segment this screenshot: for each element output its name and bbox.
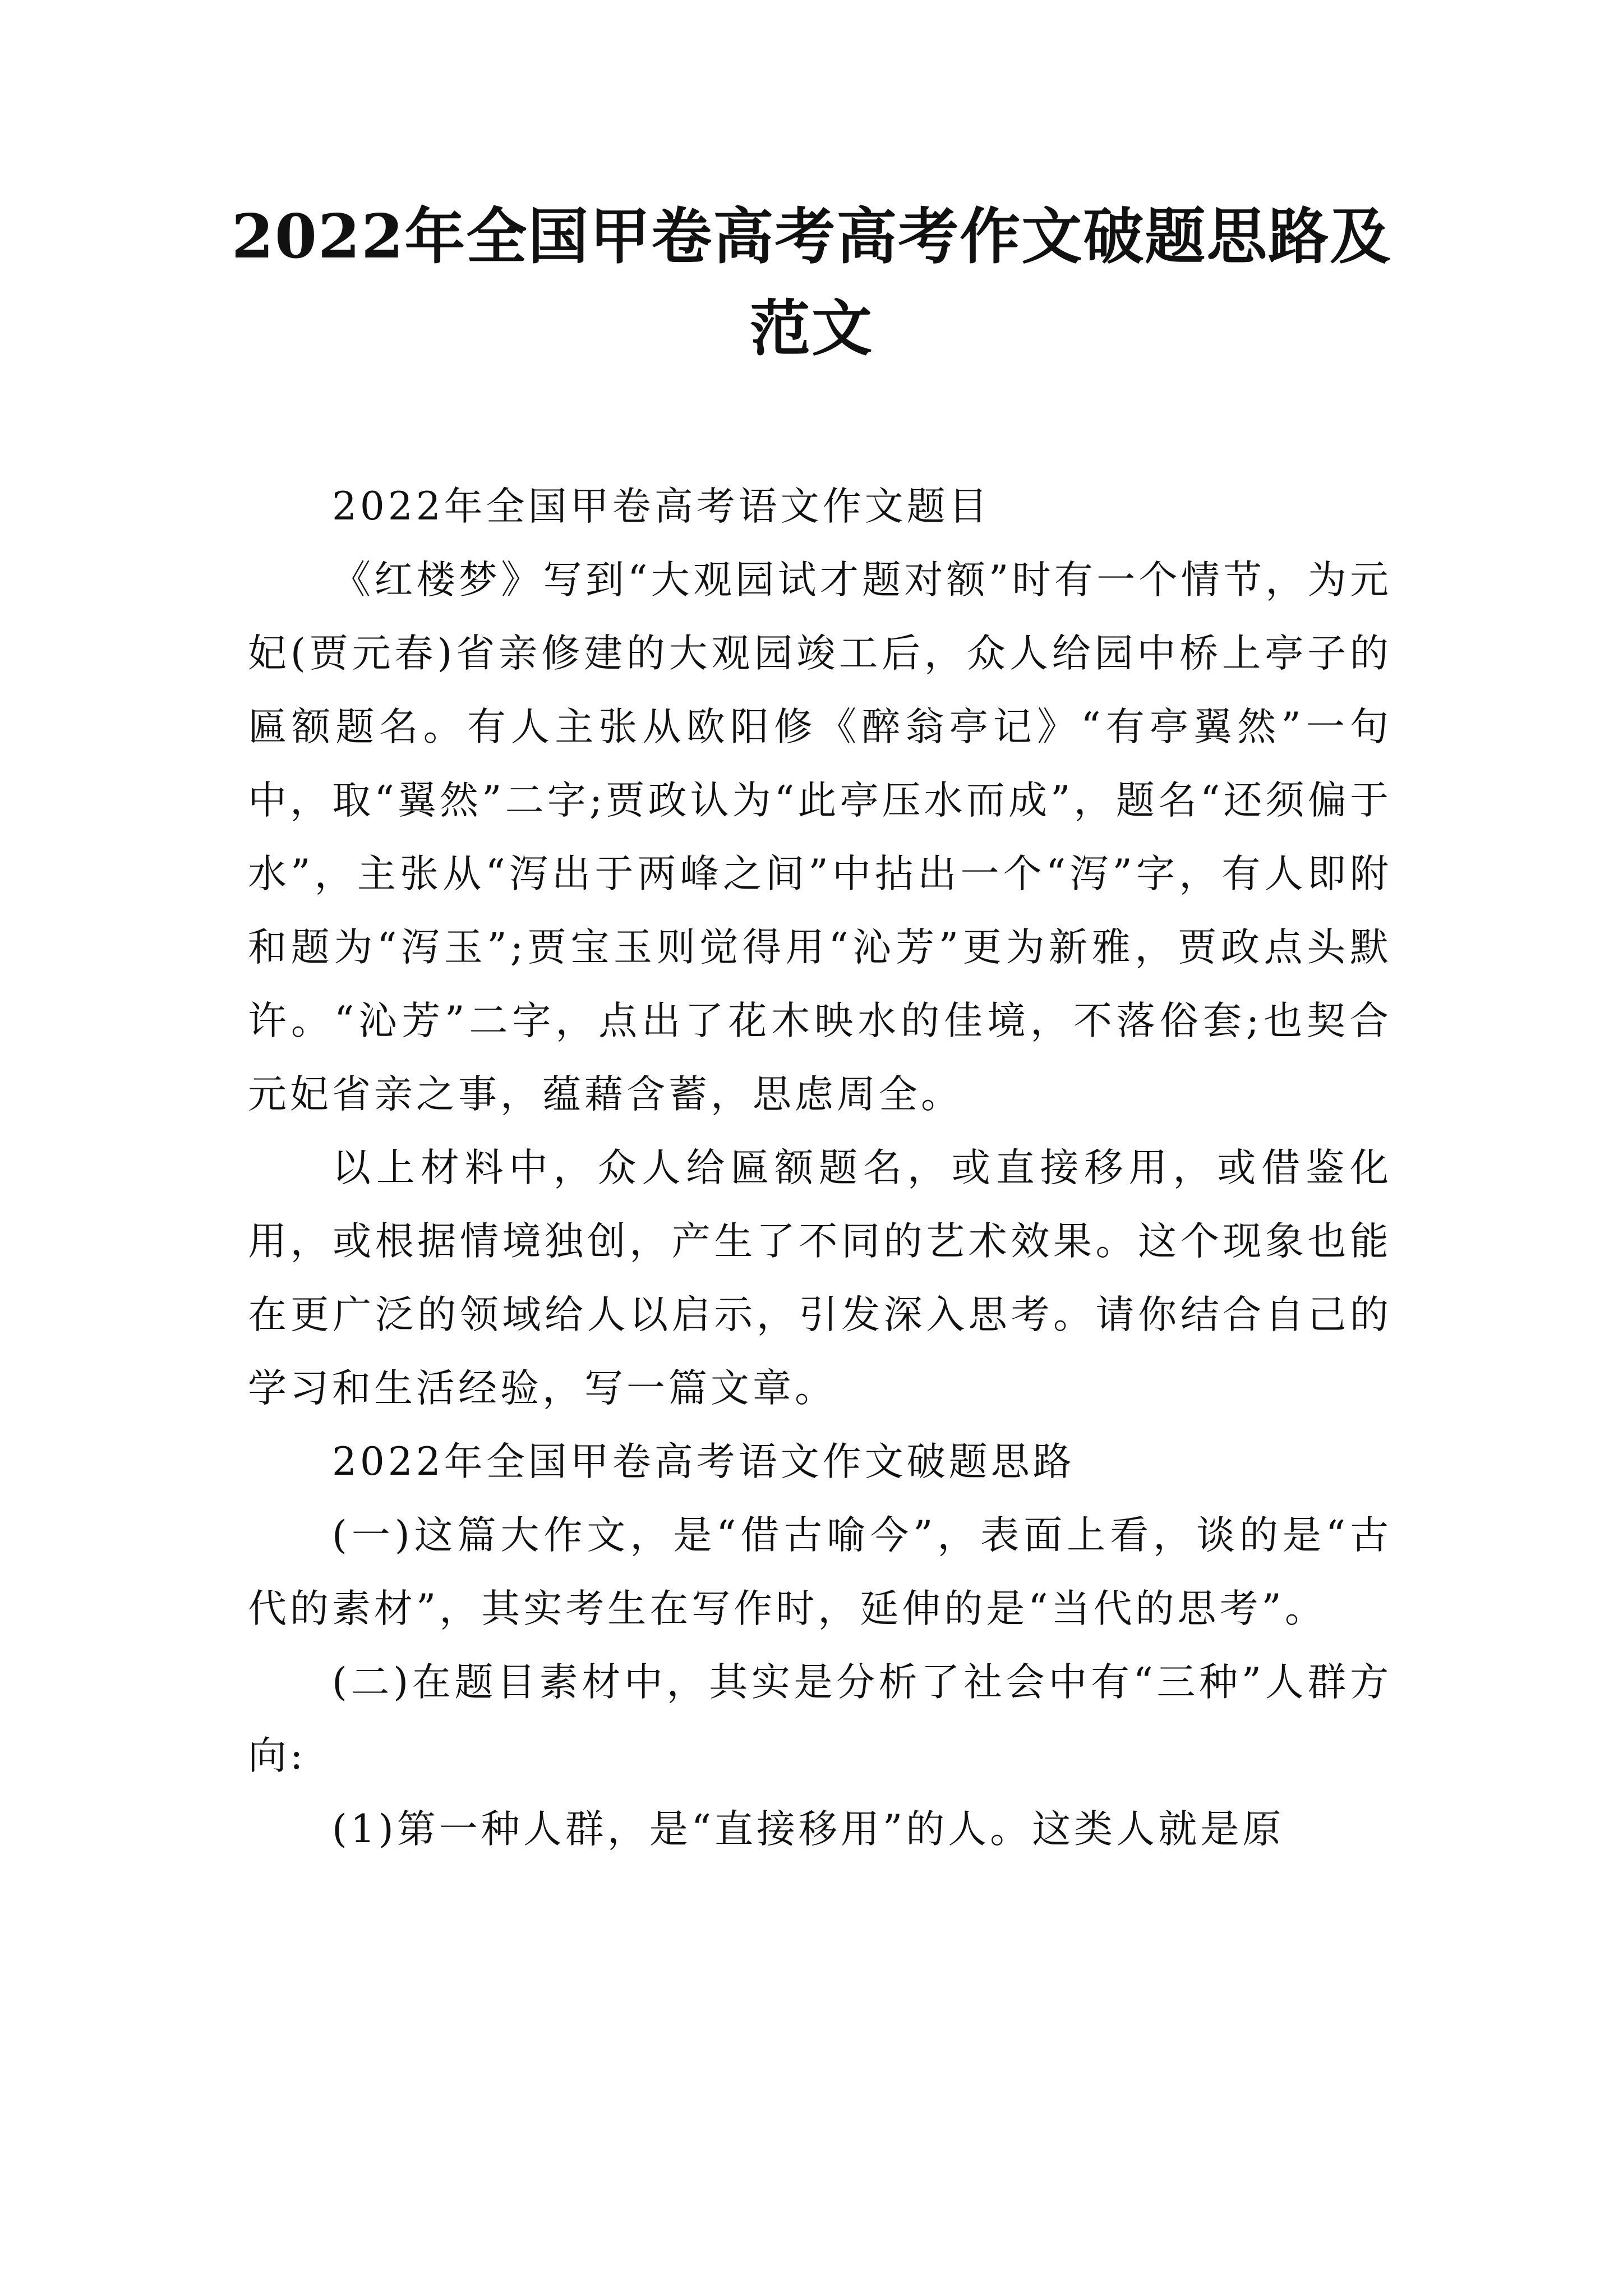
paragraph-point-2-item-1: (1)第一种人群，是“直接移用”的人。这类人就是原 [332, 1807, 1285, 1852]
paragraph-point-1: (一)这篇大作文，是“借古喻今”，表面上看，谈的是“古代的素材”，其实考生在写作时，延伸的是“当代的思考”。 [248, 1513, 1392, 1631]
document-body [248, 470, 1392, 1866]
title-line-2: 范文 [749, 293, 873, 364]
document-title [213, 191, 1410, 375]
section-heading-prompt: 2022年全国甲卷高考语文作文题目 [332, 484, 991, 529]
paragraph-material: 《红楼梦》写到“大观园试才题对额”时有一个情节，为元妃(贾元春)省亲修建的大观园竣工后，众人给园中桥上亭子的匾额题名。有人主张从欧阳修《醉翁亭记》“有亭翼然”一句中，取“翼然”二字;贾政认为“此亭压水而成”，题名“还须偏于水”，主张从“泻出于两峰之间”中拈出一个“泻”字，有人即附和题为“泻玉”;贾宝玉则觉得用“沁芳”更为新雅，贾政点头默许。“沁芳”二字，点出了花木映水的佳境，不落俗套;也契合元妃省亲之事，蕴藉含蓄，思虑周全。 [248, 558, 1392, 1117]
paragraph-point-2: (二)在题目素材中，其实是分析了社会中有“三种”人群方向: [248, 1660, 1392, 1778]
section-heading-approach: 2022年全国甲卷高考语文作文破题思路 [332, 1439, 1075, 1484]
title-line-1: 2022年全国甲卷高考高考作文破题思路及 [231, 201, 1392, 272]
paragraph-task: 以上材料中，众人给匾额题名，或直接移用，或借鉴化用，或根据情境独创，产生了不同的艺术效果。这个现象也能在更广泛的领域给人以启示，引发深入思考。请你结合自己的学习和生活经验，写一篇文章。 [248, 1145, 1392, 1411]
